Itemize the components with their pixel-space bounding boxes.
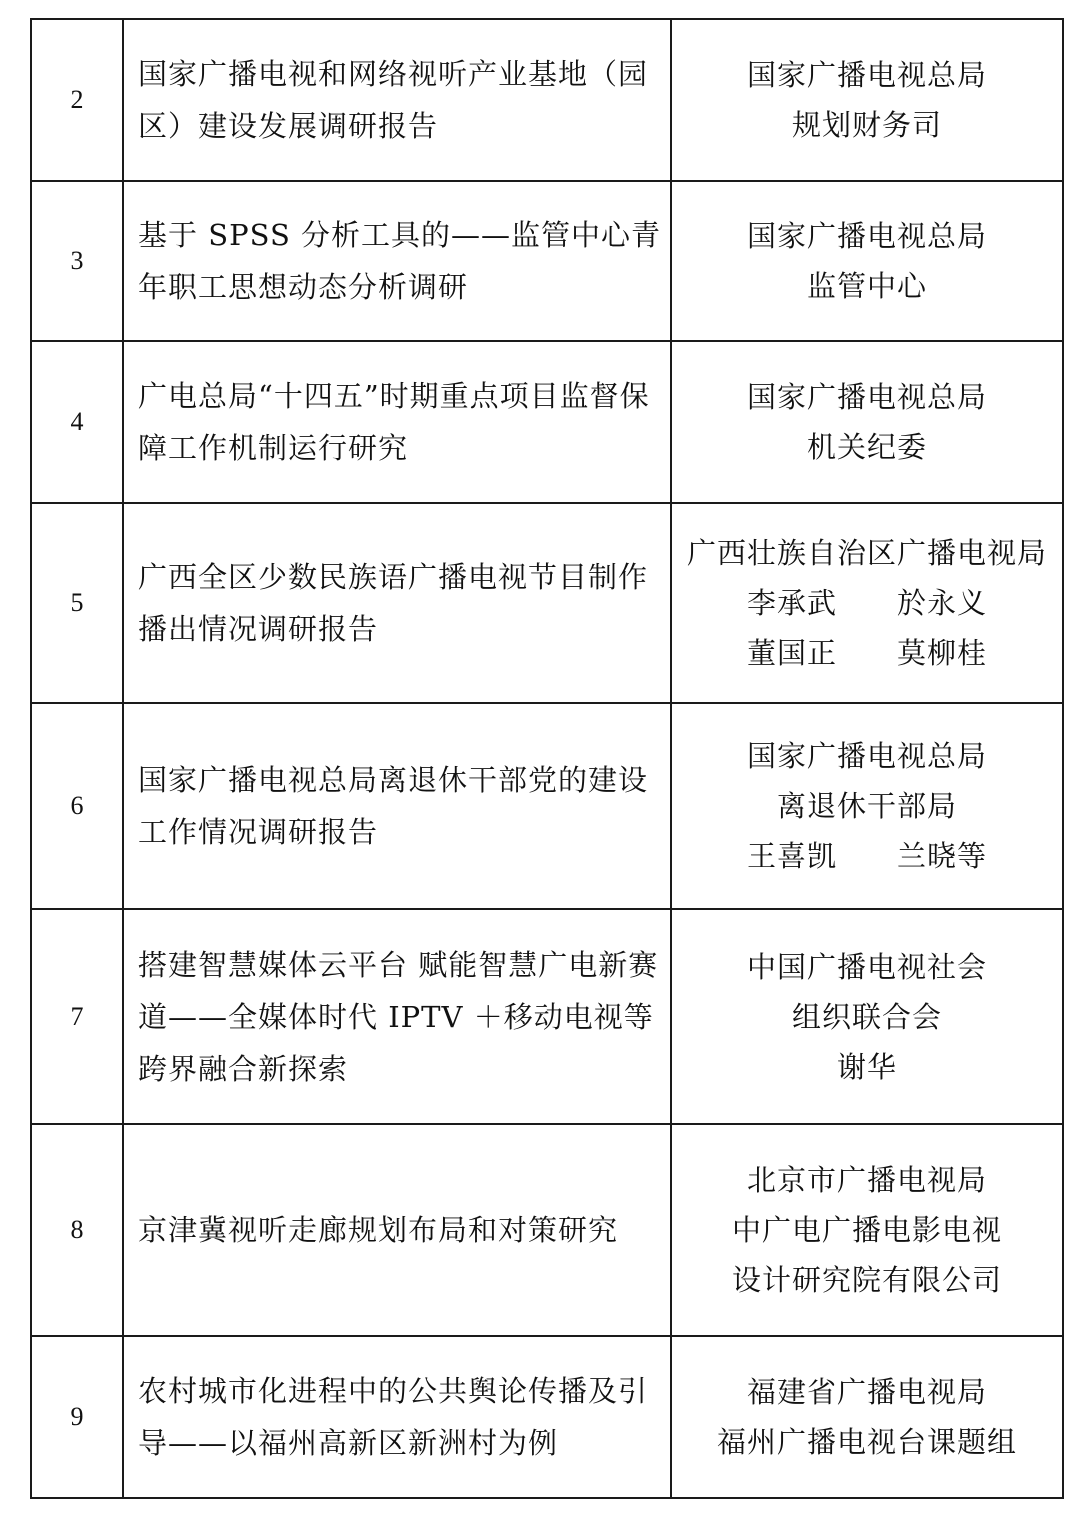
organization-line: 董国正 莫柳桂 [746,636,987,670]
organization-line: 国家广播电视总局 [746,58,987,92]
organization-line: 福州广播电视台课题组 [716,1425,1017,1459]
table-row [31,341,1063,503]
submitting-organization [671,909,1063,1124]
results-table [30,18,1064,1499]
project-title-line: 搭建智慧媒体云平台 赋能智慧广电新赛 [138,947,659,982]
organization-line: 监管中心 [806,269,927,303]
organization-line: 李承武 於永义 [746,586,987,620]
submitting-organization [671,703,1063,909]
row-number: 3 [31,181,123,341]
project-title [123,19,671,181]
project-title [123,341,671,503]
organization-line: 福建省广播电视局 [746,1375,987,1409]
submitting-organization [671,181,1063,341]
table-row [31,909,1063,1124]
organization-line: 国家广播电视总局 [746,380,987,414]
submitting-organization [671,1124,1063,1336]
project-title-line: 道——全媒体时代 IPTV ＋移动电视等 [138,999,654,1034]
project-title [123,703,671,909]
organization-line: 机关纪委 [806,430,927,464]
project-title [123,1336,671,1498]
project-title [123,1124,671,1336]
table-row [31,19,1063,181]
submitting-organization [671,19,1063,181]
project-title-line: 导——以福州高新区新洲村为例 [138,1426,559,1460]
project-title-line: 工作情况调研报告 [138,815,379,849]
organization-line: 国家广播电视总局 [746,219,987,253]
row-number: 2 [31,19,123,181]
project-title-line: 障工作机制运行研究 [138,431,409,465]
project-title-line: 播出情况调研报告 [138,612,379,646]
organization-line: 中国广播电视社会 [746,949,987,984]
row-number: 8 [31,1124,123,1336]
organization-line: 组织联合会 [791,999,942,1034]
project-title-line: 基于 SPSS 分析工具的——监管中心青 [138,218,662,252]
project-title-line: 区）建设发展调研报告 [138,109,439,143]
project-title [123,909,671,1124]
organization-line: 中广电广播电影电视 [731,1213,1002,1247]
submitting-organization [671,1336,1063,1498]
project-title-line: 京津冀视听走廊规划布局和对策研究 [138,1213,619,1247]
organization-line: 设计研究院有限公司 [731,1263,1002,1297]
table-body [31,19,1063,1498]
table-row [31,503,1063,703]
organization-line: 谢华 [836,1049,897,1084]
table-row [31,1124,1063,1336]
row-number: 7 [31,909,123,1124]
project-title-line: 广西全区少数民族语广播电视节目制作 [138,560,649,594]
project-title [123,181,671,341]
organization-line: 北京市广播电视局 [746,1163,987,1197]
row-number: 4 [31,341,123,503]
row-number: 6 [31,703,123,909]
project-title-line: 跨界融合新探索 [138,1051,349,1086]
organization-line: 规划财务司 [791,108,942,142]
project-title-line: 国家广播电视和网络视听产业基地（园 [138,57,649,91]
table-row [31,181,1063,341]
table-row [31,703,1063,909]
organization-line: 广西壮族自治区广播电视局 [686,536,1047,570]
table-row [31,1336,1063,1498]
organization-line: 离退休干部局 [776,789,957,823]
row-number: 9 [31,1336,123,1498]
project-title-line: 农村城市化进程中的公共舆论传播及引 [138,1374,649,1408]
organization-line: 国家广播电视总局 [746,739,987,773]
project-title-line: 国家广播电视总局离退休干部党的建设 [138,763,649,797]
project-title-line: 广电总局“十四五”时期重点项目监督保 [138,379,650,413]
project-title-line: 年职工思想动态分析调研 [138,270,469,304]
organization-line: 王喜凯 兰晓等 [746,839,987,873]
submitting-organization [671,503,1063,703]
project-title [123,503,671,703]
row-number: 5 [31,503,123,703]
submitting-organization [671,341,1063,503]
